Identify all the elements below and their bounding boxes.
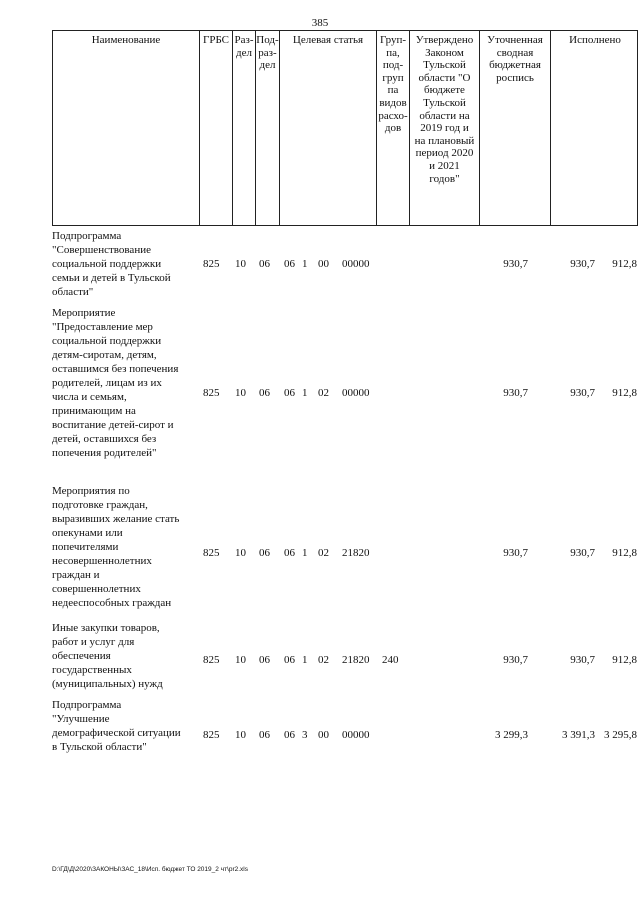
cell-target-3: 02 [318, 547, 329, 559]
row-name: Подпрограмма "Улучшение демографической ситуации в Тульской области" [52, 699, 181, 753]
cell-target-3: 02 [318, 654, 329, 666]
cell-refined: 930,7 [570, 258, 595, 270]
cell-target-4: 21820 [342, 654, 370, 666]
cell-approved: 930,7 [503, 547, 528, 559]
cell-approved: 930,7 [503, 654, 528, 666]
cell-refined: 3 391,3 [562, 729, 595, 741]
cell-target-2: 3 [302, 729, 308, 741]
cell-target-1: 06 [284, 654, 295, 666]
cell-refined: 930,7 [570, 387, 595, 399]
table-row [52, 229, 638, 305]
cell-podrazdel: 06 [259, 258, 270, 270]
cell-executed: 912,8 [612, 258, 637, 270]
cell-target-2: 1 [302, 387, 308, 399]
header-approved: Утверждено Законом Тульской области "О бюджете Тульской области на 2019 год и на плановый период 2020 и 2021 годов" [410, 31, 480, 225]
header-group: Груп- па, под- груп па видов расхо- дов [377, 31, 410, 225]
cell-approved: 930,7 [503, 258, 528, 270]
cell-executed: 912,8 [612, 654, 637, 666]
row-name: Мероприятия по подготовке граждан, выразивших желание стать опекунами или попечителями несовершеннолетних граждан и совершеннолетних недееспособных граждан [52, 485, 180, 609]
cell-executed: 912,8 [612, 547, 637, 559]
cell-target-3: 00 [318, 729, 329, 741]
cell-podrazdel: 06 [259, 387, 270, 399]
cell-grbs: 825 [203, 654, 220, 666]
cell-podrazdel: 06 [259, 654, 270, 666]
header-grbs: ГРБС [200, 31, 233, 225]
header-target: Целевая статья [280, 31, 377, 225]
cell-group: 240 [382, 654, 399, 666]
cell-razdel: 10 [235, 654, 246, 666]
cell-target-1: 06 [284, 387, 295, 399]
cell-target-4: 00000 [342, 258, 370, 270]
cell-podrazdel: 06 [259, 729, 270, 741]
row-name: Иные закупки товаров, работ и услуг для обеспечения государственных (муниципальных) нужд [52, 622, 163, 690]
cell-grbs: 825 [203, 729, 220, 741]
header-razdel: Раз- дел [233, 31, 256, 225]
header-refined: Уточненная сводная бюджетная роспись [480, 31, 551, 225]
header-name: Наименование [53, 31, 200, 225]
cell-razdel: 10 [235, 729, 246, 741]
cell-target-3: 02 [318, 387, 329, 399]
cell-approved: 930,7 [503, 387, 528, 399]
table-header [52, 30, 638, 226]
cell-target-2: 1 [302, 654, 308, 666]
cell-grbs: 825 [203, 258, 220, 270]
cell-podrazdel: 06 [259, 547, 270, 559]
cell-executed: 3 295,8 [604, 729, 637, 741]
cell-refined: 930,7 [570, 547, 595, 559]
cell-target-4: 00000 [342, 729, 370, 741]
table-row [52, 484, 638, 618]
cell-target-2: 1 [302, 258, 308, 270]
cell-executed: 912,8 [612, 387, 637, 399]
cell-target-3: 00 [318, 258, 329, 270]
page-number: 385 [311, 17, 329, 29]
cell-approved: 3 299,3 [495, 729, 528, 741]
table-row [52, 698, 638, 762]
cell-grbs: 825 [203, 547, 220, 559]
table-row [52, 621, 638, 697]
file-path-footer: D:\ГД\Д\2020\ЗАКОНЫ\ЗАС_18\Исп. бюджет ТО 2019_2 чт\pr2.xls [52, 866, 249, 873]
cell-razdel: 10 [235, 258, 246, 270]
cell-target-2: 1 [302, 547, 308, 559]
header-podrazdel: Под- раз- дел [256, 31, 280, 225]
header-executed: Исполнено [569, 34, 621, 46]
cell-grbs: 825 [203, 387, 220, 399]
row-name: Подпрограмма "Совершенствование социальной поддержки семьи и детей в Тульской области" [52, 230, 171, 298]
table-row [52, 306, 638, 466]
row-name: Мероприятие "Предоставление мер социальной поддержки детям-сиротам, детям, оставшимся без попечения родителей, лицам из их числа и семьям, принимающим на воспитание детей-сирот и детей, оставшихся без попечения родителей" [52, 307, 179, 459]
cell-target-4: 21820 [342, 547, 370, 559]
cell-target-1: 06 [284, 729, 295, 741]
cell-razdel: 10 [235, 547, 246, 559]
cell-target-1: 06 [284, 258, 295, 270]
cell-refined: 930,7 [570, 654, 595, 666]
cell-target-4: 00000 [342, 387, 370, 399]
cell-target-1: 06 [284, 547, 295, 559]
cell-razdel: 10 [235, 387, 246, 399]
